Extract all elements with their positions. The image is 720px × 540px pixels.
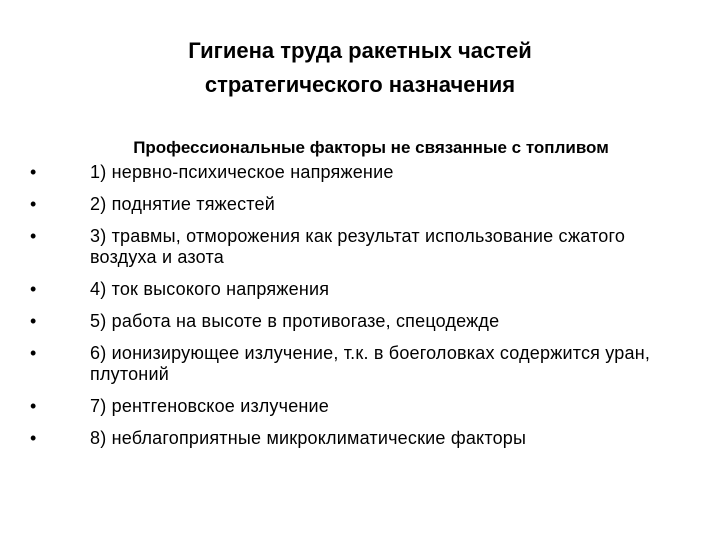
bullet-dot-icon: • [30,428,37,448]
bullet-item-7 [30,396,690,417]
bullet-text: 7) рентгеновское излучение [90,396,330,416]
bullet-item-3 [30,226,690,268]
bullet-dot-icon: • [30,311,37,331]
slide-title-line-2: стратегического назначения [204,72,516,97]
bullet-text: 8) неблагоприятные микроклиматические факторы [90,428,527,448]
bullet-item-1 [30,162,690,183]
bullet-dot-icon: • [30,343,37,363]
bullet-text: 2) поднятие тяжестей [90,194,276,214]
slide-subtitle: Профессиональные факторы не связанные с топливом [133,138,609,157]
bullet-dot-icon: • [30,226,37,246]
bullet-dot-icon: • [30,194,37,214]
slide-content [30,138,690,460]
bullet-text: 5) работа на высоте в противогазе, спецодежде [90,311,500,331]
bullet-list [30,162,690,449]
bullet-dot-icon: • [30,396,37,416]
bullet-text: 6) ионизирующее излучение, т.к. в боеголовках содержится уран, плутоний [90,343,651,384]
slide-title [60,34,660,102]
bullet-item-8 [30,428,690,449]
bullet-dot-icon: • [30,162,37,182]
bullet-item-4 [30,279,690,300]
bullet-text: 3) травмы, отморожения как результат использование сжатого воздуха и азота [90,226,626,267]
bullet-text: 1) нервно-психическое напряжение [90,162,394,182]
slide-title-line-1: Гигиена труда ракетных частей [188,38,532,63]
bullet-dot-icon: • [30,279,37,299]
bullet-item-6 [30,343,690,385]
bullet-item-5 [30,311,690,332]
bullet-text: 4) ток высокого напряжения [90,279,330,299]
bullet-item-2 [30,194,690,215]
